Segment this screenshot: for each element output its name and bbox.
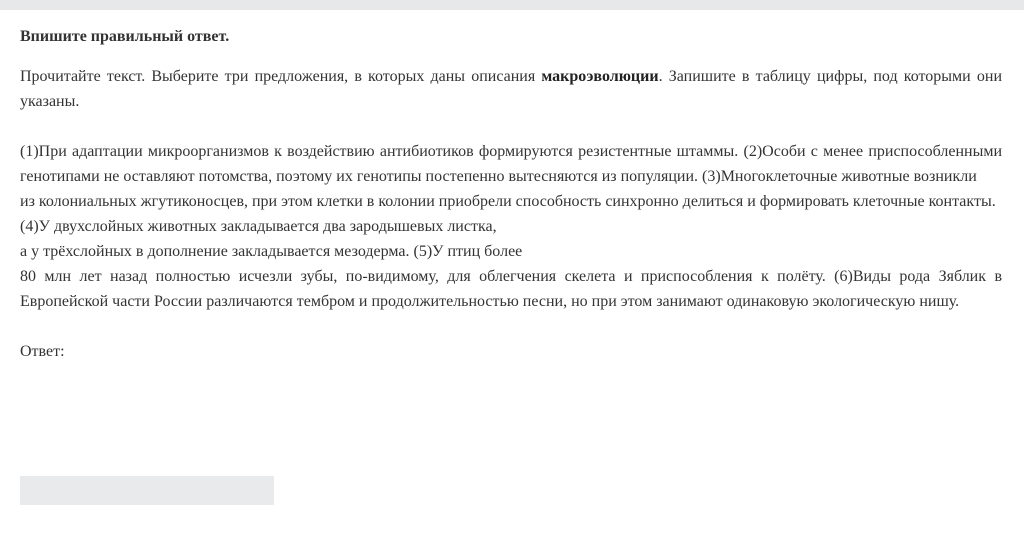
text-line-2: из колониальных жгутиконосцев, при этом клетки в колонии приобрели способность синхронно делиться и формировать клеточные контакты. (20, 193, 996, 210)
text-line-5: 80 млн лет назад полностью исчезли зубы, по-видимому, для облегчения скелета и приспособления к полёту. (6)Виды рода Зяблик в Европейской части России различаются тембром и продолжительностью песни, но при этом занимают одинаковую экологическую нишу. (20, 268, 1002, 310)
task-keyword: макроэволюции (541, 68, 659, 85)
task-container (20, 24, 1002, 380)
instruction-heading: Впишите правильный ответ. (20, 28, 230, 45)
task-text-after: . Запишите в таблицу цифры, под которыми они указаны. (20, 68, 1003, 110)
task-description (20, 64, 1002, 114)
text-line-3: (4)У двухслойных животных закладывается два зародышевых листка, (20, 218, 497, 235)
top-bar (0, 0, 1024, 10)
source-text (20, 139, 1002, 314)
answer-label: Ответ: (20, 343, 65, 360)
task-text-before: Прочитайте текст. Выберите три предложения, в которых даны описания (20, 68, 542, 85)
text-line-4: а у трёхслойных в дополнение закладывается мезодерма. (5)У птиц более (20, 243, 523, 260)
answer-input[interactable] (20, 476, 274, 505)
text-line-1: (1)При адаптации микроорганизмов к воздействию антибиотиков формируются резистентные штаммы. (2)Особи с менее приспособленными генотипами не оставляют потомства, поэтому их генотипы постепенно вытесняются из популяции. (3)Многоклеточные животные возникли (20, 143, 1002, 185)
